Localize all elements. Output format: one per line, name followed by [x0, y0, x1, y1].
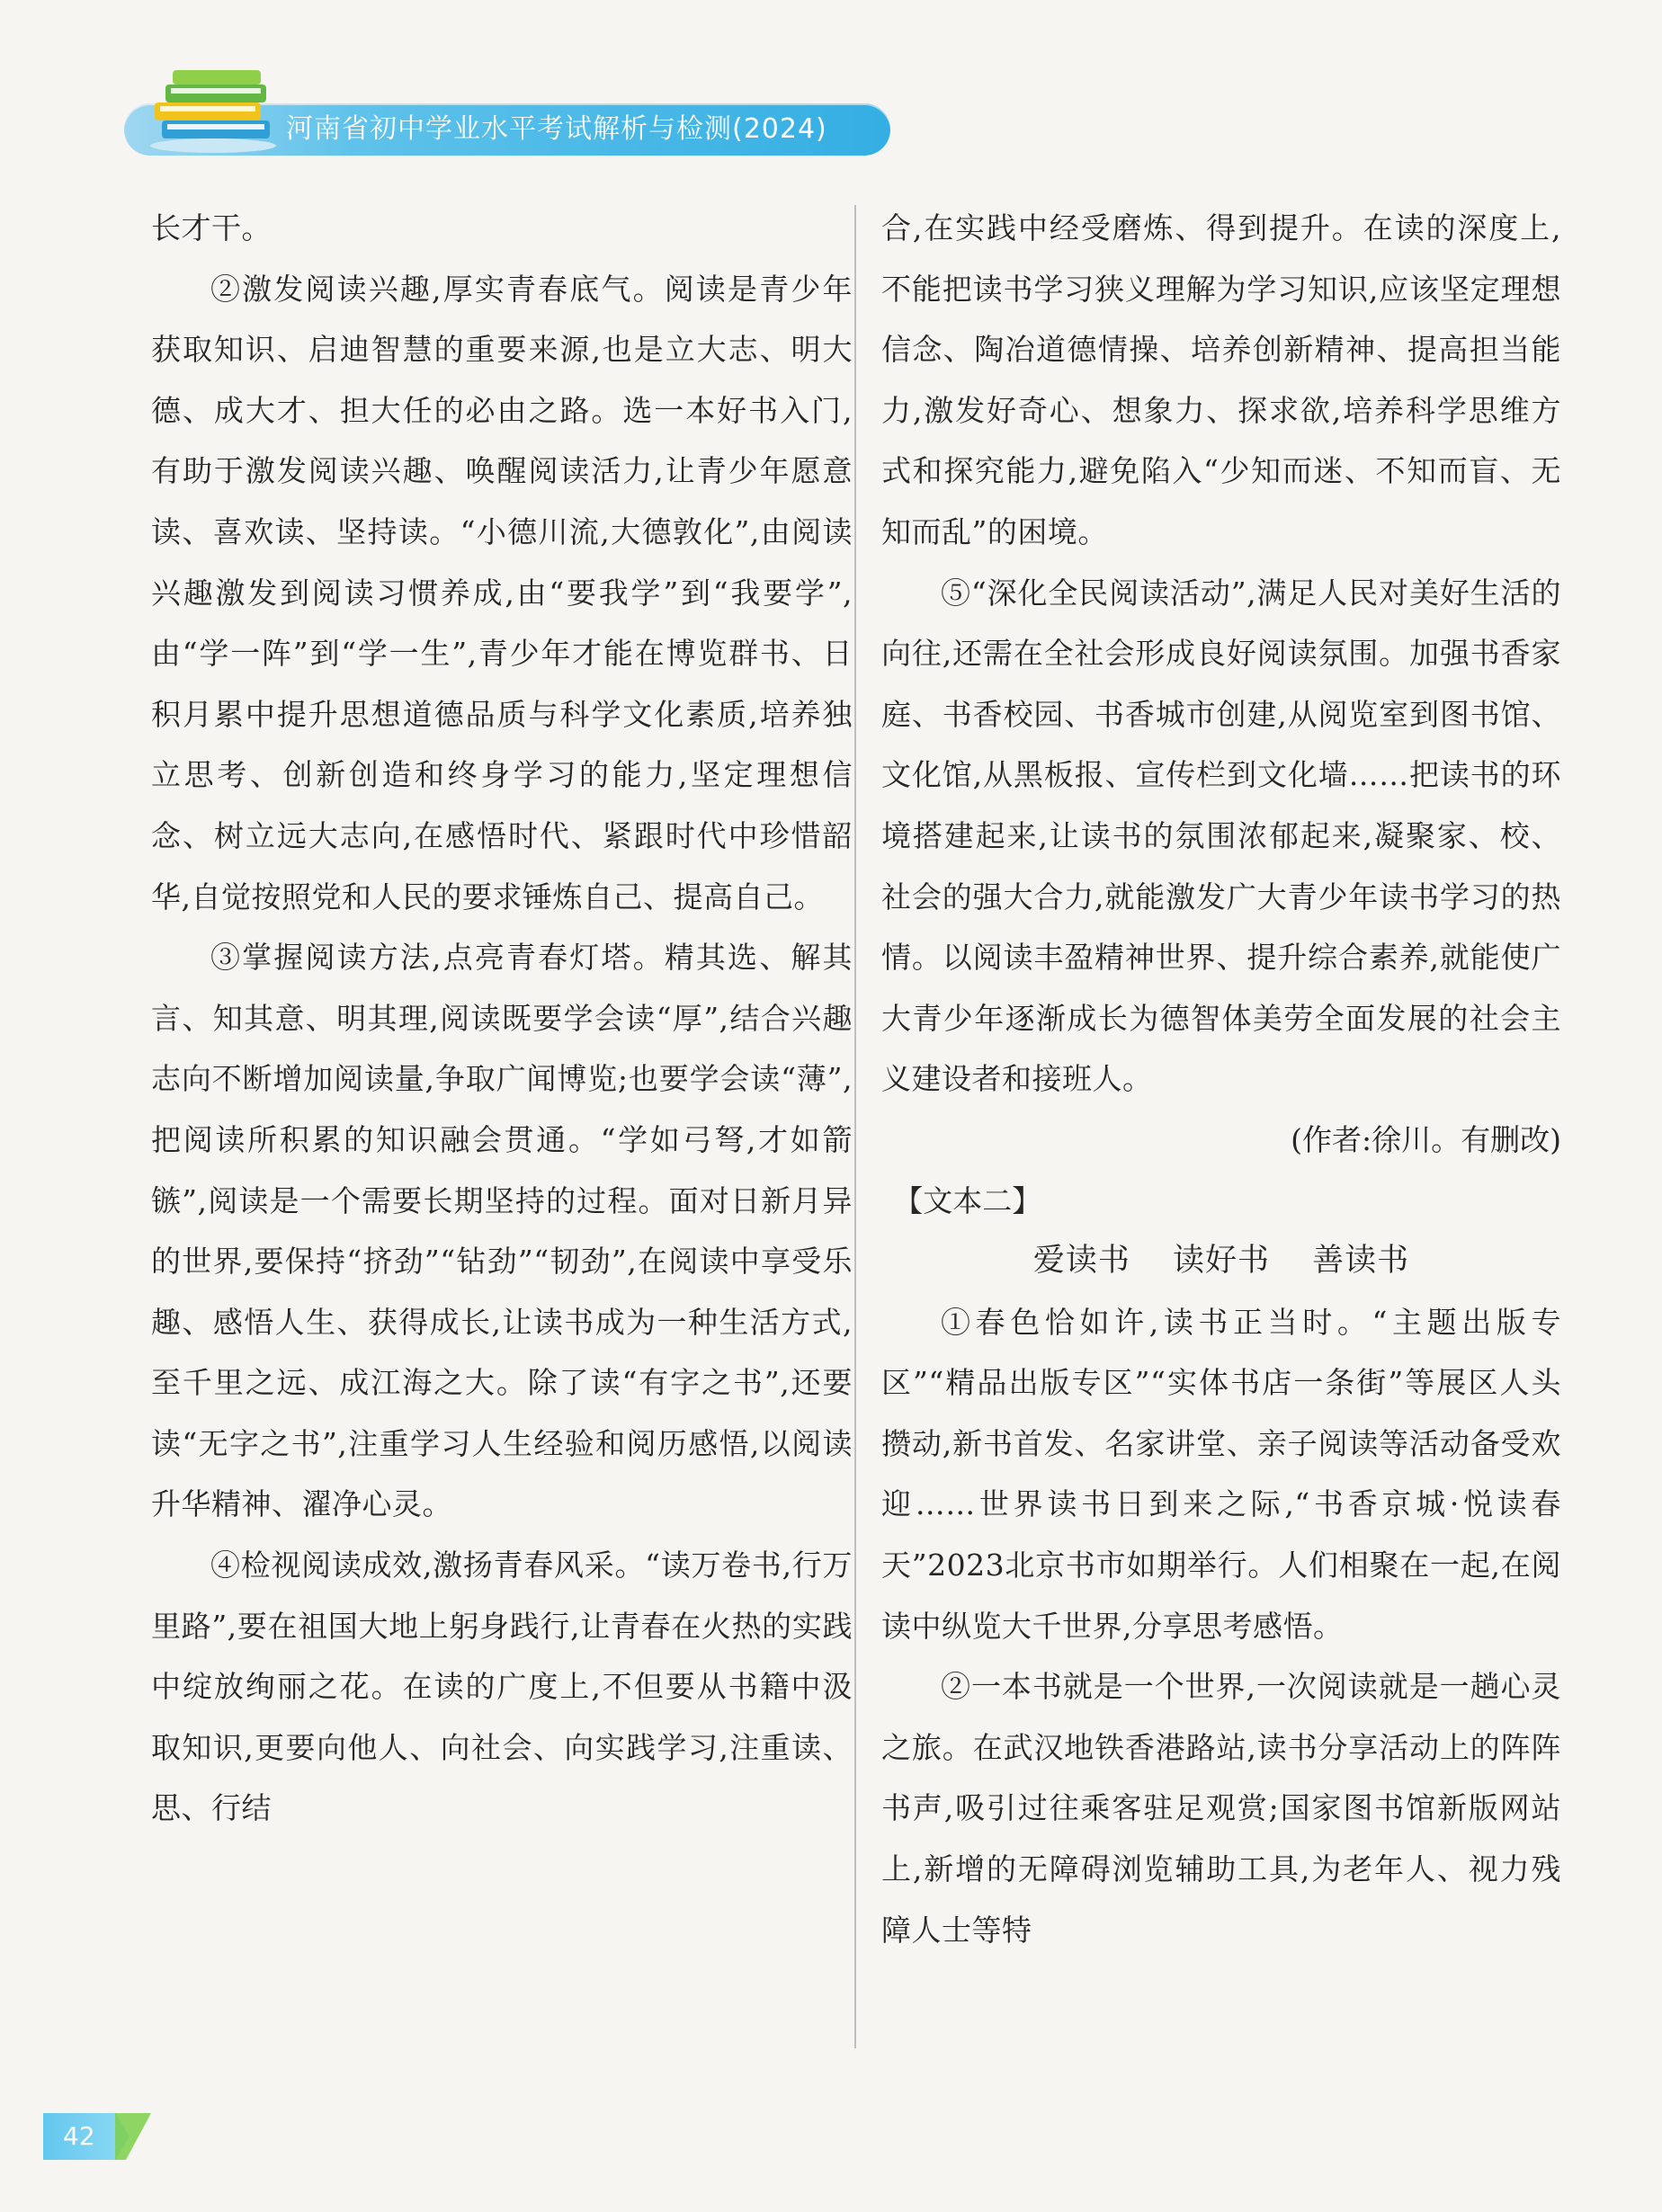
subtitle-part: 善读书 — [1312, 1243, 1410, 1280]
header-title: 河南省初中学业水平考试解析与检测(2024) — [286, 113, 827, 145]
paragraph: ④检视阅读成效,激扬青春风采。“读万卷书,行万里路”,要在祖国大地上躬身践行,让青春在火热的实践中绽放绚丽之花。在读的广度上,不但要从书籍中汲取知识,更要向他人、向社会、向实践学习,注重读、思、行结 — [151, 1548, 853, 1826]
paragraph: 长才干。 — [151, 210, 272, 245]
subtitle-part: 读好书 — [1172, 1243, 1270, 1280]
paragraph: ②一本书就是一个世界,一次阅读就是一趟心灵之旅。在武汉地铁香港路站,读书分享活动上的阵阵书声,吸引过往乘客驻足观赏;国家图书馆新版网站上,新增的无障碍浏览辅助工具,为老年人、视力残障人士等特 — [881, 1669, 1561, 1948]
page-number-accent — [115, 2113, 151, 2160]
section-label: 【文本二】 — [893, 1182, 1042, 1218]
attribution: (作者:徐川。有删改) — [1291, 1121, 1561, 1157]
paragraph: ①春色恰如许,读书正当时。“主题出版专区”“精品出版专区”“实体书店一条街”等展区人头攒动,新书首发、名家讲堂、亲子阅读等活动备受欢迎……世界读书日到来之际,“书香京城·悦读春天”2023北京书市如期举行。人们相聚在一起,在阅读中纵览大千世界,分享思考感悟。 — [881, 1304, 1561, 1644]
page-number: 42 — [63, 2121, 95, 2151]
paragraph: ③掌握阅读方法,点亮青春灯塔。精其选、解其言、知其意、明其理,阅读既要学会读“厚”,结合兴趣志向不断增加阅读量,争取广闻博览;也要学会读“薄”,把阅读所积累的知识融会贯通。“学如弓弩,才如箭镞”,阅读是一个需要长期坚持的过程。面对日新月异的世界,要保持“挤劲”“钻劲”“韧劲”,在阅读中享受乐趣、感悟人生、获得成长,让读书成为一种生活方式,至千里之远、成江海之大。除了读“有字之书”,还要读“无字之书”,注重学习人生经验和阅历感悟,以阅读升华精神、濯净心灵。 — [151, 940, 853, 1522]
paragraph: 合,在实践中经受磨炼、得到提升。在读的深度上,不能把读书学习狭义理解为学习知识,应该坚定理想信念、陶冶道德情操、培养创新精神、提高担当能力,激发好奇心、想象力、探求欲,培养科学思维方式和探究能力,避免陷入“少知而迷、不知而盲、无知而乱”的困境。 — [881, 210, 1561, 549]
subtitle-part: 爱读书 — [1032, 1243, 1130, 1280]
subtitle — [881, 1231, 1561, 1292]
column-divider — [854, 205, 856, 2048]
right-column — [881, 198, 1561, 1960]
paragraph: ②激发阅读兴趣,厚实青春底气。阅读是青少年获取知识、启迪智慧的重要来源,也是立大志、明大德、成大才、担大任的必由之路。选一本好书入门,有助于激发阅读兴趣、唤醒阅读活力,让青少年愿意读、喜欢读、坚持读。“小德川流,大德敦化”,由阅读兴趣激发到阅读习惯养成,由“要我学”到“我要学”,由“学一阵”到“学一生”,青少年才能在博览群书、日积月累中提升思想道德品质与科学文化素质,培养独立思考、创新创造和终身学习的能力,坚定理想信念、树立远大志向,在感悟时代、紧跟时代中珍惜韶华,自觉按照党和人民的要求锤炼自己、提高自己。 — [151, 271, 853, 914]
books-stack-icon — [146, 65, 281, 155]
paragraph: ⑤“深化全民阅读活动”,满足人民对美好生活的向往,还需在全社会形成良好阅读氛围。加强书香家庭、书香校园、书香城市创建,从阅览室到图书馆、文化馆,从黑板报、宣传栏到文化墙……把读书的环境搭建起来,让读书的氛围浓郁起来,凝聚家、校、社会的强大合力,就能激发广大青少年读书学习的热情。以阅读丰盈精神世界、提升综合素养,就能使广大青少年逐渐成长为德智体美劳全面发展的社会主义建设者和接班人。 — [881, 575, 1561, 1097]
left-column — [151, 198, 853, 1839]
